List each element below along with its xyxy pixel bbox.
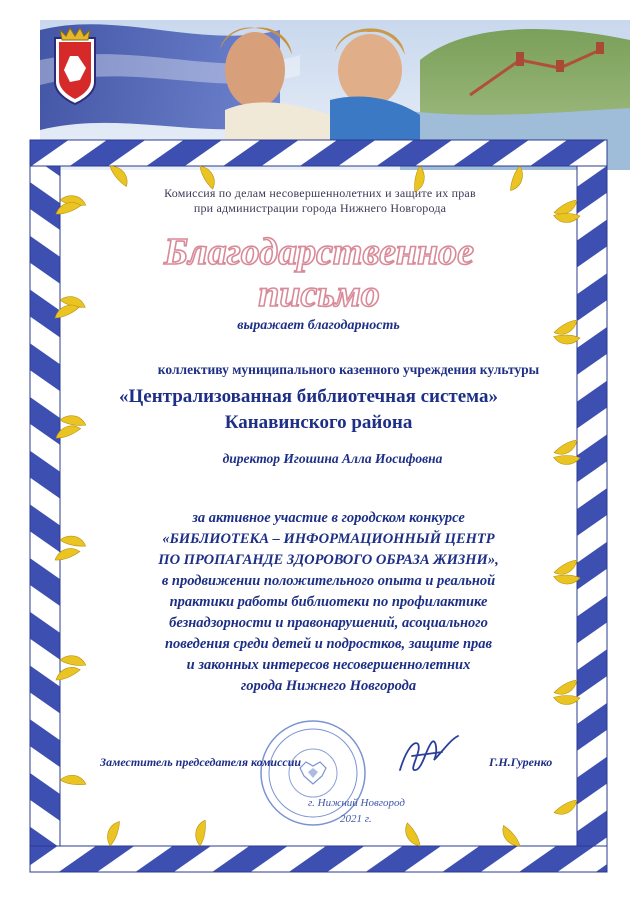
title-line-1: Благодарственное: [163, 231, 474, 273]
body-line-2: «БИБЛИОТЕКА – ИНФОРМАЦИОННЫЙ ЦЕНТР: [162, 531, 495, 547]
commission-header: [110, 186, 530, 216]
issue-city: г. Нижний Новгород: [308, 797, 405, 809]
body-line-3: ПО ПРОПАГАНДЕ ЗДОРОВОГО ОБРАЗА ЖИЗНИ»,: [158, 552, 499, 568]
district-name: Канавинского района: [224, 412, 413, 433]
organization-name: «Централизованная библиотечная система»: [118, 386, 498, 407]
body-line-9: города Нижнего Новгорода: [240, 678, 417, 694]
body-line-4: в продвижении положительного опыта и реальной: [161, 573, 496, 589]
signatory-name: Г.Н.Гуренко: [489, 755, 553, 769]
commission-line-1: Комиссия по делам несовершеннолетних и защите их прав: [164, 186, 476, 200]
official-seal-icon: [258, 718, 368, 828]
body-line-1: за активное участие в городском конкурсе: [192, 510, 465, 526]
body-line-8: и законных интересов несовершеннолетних: [186, 657, 471, 673]
handwritten-signature-icon: [392, 730, 462, 780]
collective-line: коллективу муниципального казенного учреждения культуры: [157, 362, 540, 377]
body-line-6: безнадзорности и правонарушений, асоциального: [169, 615, 488, 631]
title-line-2: письмо: [257, 273, 380, 314]
commission-line-2: при администрации города Нижнего Новгорода: [193, 201, 447, 215]
signatory-position: Заместитель председателя комиссии: [100, 755, 302, 769]
document-title: [0, 228, 637, 314]
director-line: директор Игошина Алла Иосифовна: [222, 451, 443, 466]
body-line-5: практики работы библиотеки по профилактике: [169, 594, 488, 610]
issue-year: 2021 г.: [340, 813, 372, 825]
body-line-7: поведения среди детей и подростков, защите прав: [164, 636, 493, 652]
expresses-gratitude: выражает благодарность: [237, 318, 400, 333]
